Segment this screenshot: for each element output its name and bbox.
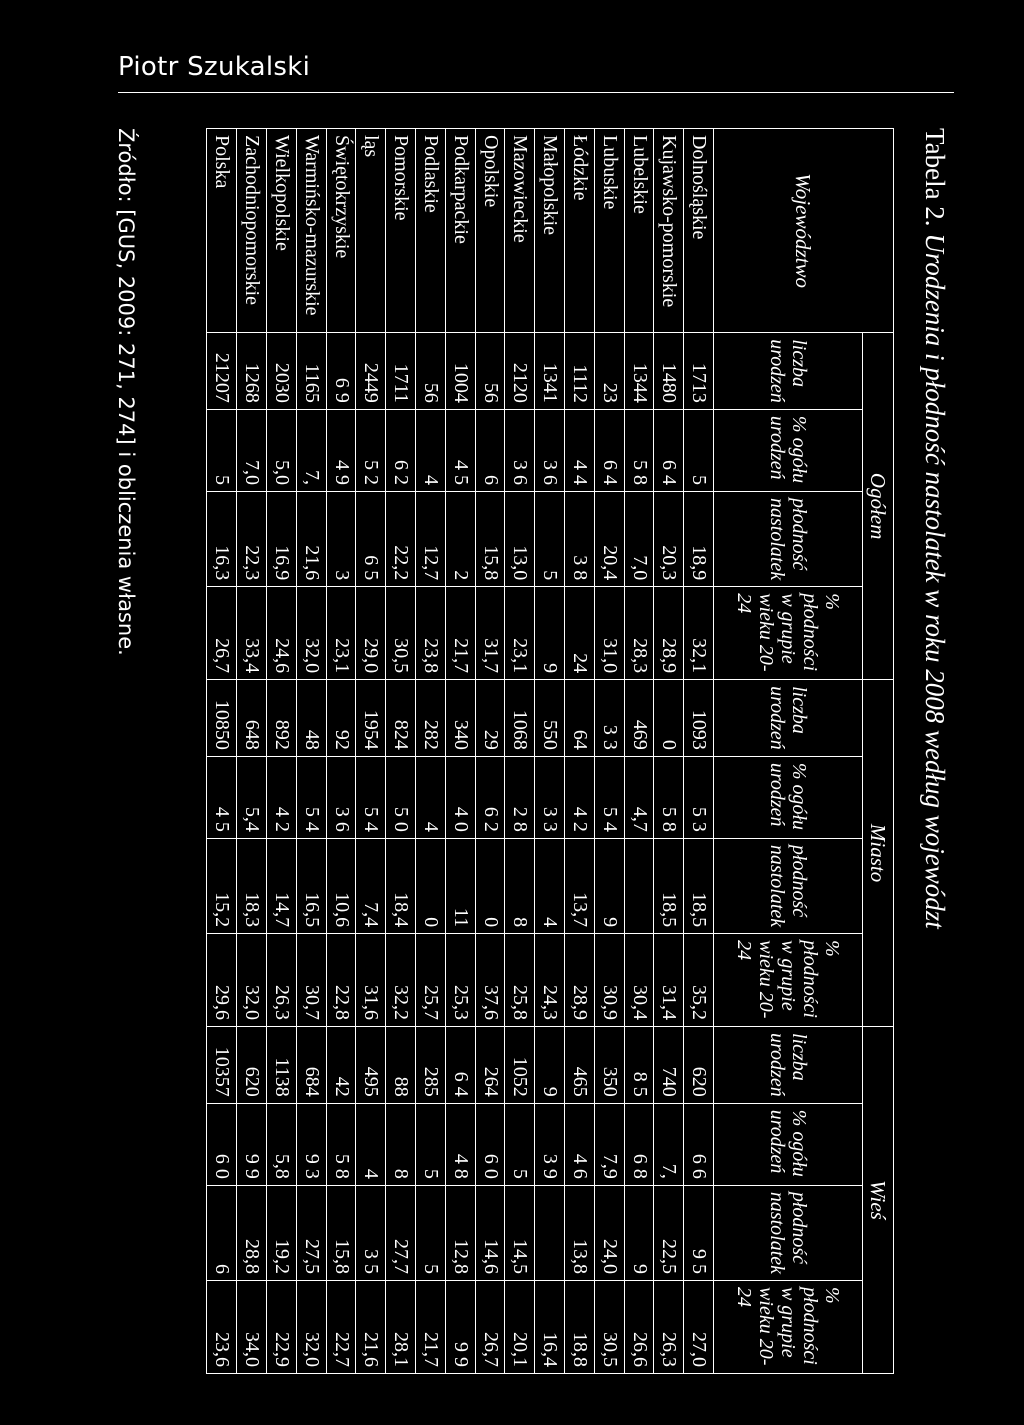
table-cell: 2120 (505, 333, 535, 410)
table-cell: 27,5 (296, 1185, 326, 1280)
table-cell (535, 1185, 565, 1280)
table-cell: 684 (296, 1027, 326, 1104)
table-cell: 2 (445, 492, 475, 587)
table-cell: 37,6 (475, 934, 505, 1027)
table-cell: 29,0 (356, 587, 386, 680)
table-cell: 4 2 (565, 756, 595, 838)
table-row (654, 129, 684, 1374)
region-name: Wielkopolskie (267, 129, 297, 333)
table-cell: 9 9 (237, 1103, 267, 1185)
table-cell: 21207 (207, 333, 237, 410)
table-cell: 8 (386, 1103, 416, 1185)
table-row (267, 129, 297, 1374)
region-name: Lubelskie (624, 129, 654, 333)
table-cell: 22,3 (237, 492, 267, 587)
column-subheader: płodność nastolatek (714, 1185, 863, 1280)
table-cell: 16,3 (207, 492, 237, 587)
table-title (910, 128, 950, 929)
table-cell: 469 (624, 680, 654, 757)
table-cell: 6 2 (386, 409, 416, 491)
table-cell: 620 (684, 1027, 714, 1104)
table-cell: 18,3 (237, 838, 267, 933)
table-cell: 3 6 (535, 409, 565, 491)
table-cell: 31,7 (475, 587, 505, 680)
region-name: Świętokrzyskie (326, 129, 356, 333)
births-table (206, 128, 894, 1374)
table-cell: 14,7 (267, 838, 297, 933)
table-cell: 29,6 (207, 934, 237, 1027)
table-cell: 6 6 (684, 1103, 714, 1185)
table-cell: 32,0 (296, 587, 326, 680)
table-cell: 0 (416, 838, 446, 933)
table-cell: 4 (535, 838, 565, 933)
table-cell: 550 (535, 680, 565, 757)
table-cell: 6 5 (356, 492, 386, 587)
table-cell: 15,8 (475, 492, 505, 587)
column-subheader: % ogółu urodzeń (714, 756, 863, 838)
table-cell: 9 (594, 838, 624, 933)
table-cell: 32,2 (386, 934, 416, 1027)
region-name: ląs (356, 129, 386, 333)
table-cell: 350 (594, 1027, 624, 1104)
table-cell: 4,7 (624, 756, 654, 838)
table-cell: 1093 (684, 680, 714, 757)
table-cell: 5,4 (237, 756, 267, 838)
region-name: Małopolskie (535, 129, 565, 333)
table-cell: 5 8 (326, 1103, 356, 1185)
table-cell: 3 6 (326, 756, 356, 838)
column-subheader: liczba urodzeń (714, 1027, 863, 1104)
table-cell: 340 (445, 680, 475, 757)
table-cell: 18,9 (684, 492, 714, 587)
table-row (416, 129, 446, 1374)
table-cell: 21,7 (416, 1281, 446, 1374)
table-cell: 1713 (684, 333, 714, 410)
table-cell: 15,2 (207, 838, 237, 933)
table-row (356, 129, 386, 1374)
table-cell: 5 8 (654, 756, 684, 838)
table-cell: 3 6 (505, 409, 535, 491)
table-cell: 6 4 (654, 409, 684, 491)
author-name: Piotr Szukalski (118, 52, 311, 82)
table-cell: 9 (624, 1185, 654, 1280)
table-cell: 23,1 (505, 587, 535, 680)
table-cell: 1112 (565, 333, 595, 410)
table-cell: 12,8 (445, 1185, 475, 1280)
table-cell: 10357 (207, 1027, 237, 1104)
table-cell: 7,0 (624, 492, 654, 587)
table-cell: 24 (565, 587, 595, 680)
table-cell: 8 5 (624, 1027, 654, 1104)
table-cell: 14,6 (475, 1185, 505, 1280)
table-cell: 892 (267, 680, 297, 757)
table-cell: 30,7 (296, 934, 326, 1027)
table-row (237, 129, 267, 1374)
table-cell: 10850 (207, 680, 237, 757)
region-name: Polska (207, 129, 237, 333)
table-cell: 620 (237, 1027, 267, 1104)
table-cell: 28,8 (237, 1185, 267, 1280)
table-row (624, 129, 654, 1374)
table-cell: 88 (386, 1027, 416, 1104)
table-cell: 18,5 (654, 838, 684, 933)
table-cell: 24,0 (594, 1185, 624, 1280)
table-cell: 1165 (296, 333, 326, 410)
table-cell: 25,8 (505, 934, 535, 1027)
table-cell: 1711 (386, 333, 416, 410)
table-cell: 3 9 (535, 1103, 565, 1185)
table-cell: 495 (356, 1027, 386, 1104)
table-cell: 6 2 (475, 756, 505, 838)
table-cell: 22,7 (326, 1281, 356, 1374)
table-cell: 648 (237, 680, 267, 757)
table-cell: 3 3 (535, 756, 565, 838)
table-cell: 0 (475, 838, 505, 933)
table-cell (624, 838, 654, 933)
group-header-row (863, 129, 894, 1374)
table-cell: 4 (356, 1103, 386, 1185)
table-cell: 64 (565, 680, 595, 757)
table-cell: 16,9 (267, 492, 297, 587)
table-cell: 28,9 (654, 587, 684, 680)
table-cell: 22,2 (386, 492, 416, 587)
table-cell: 24,3 (535, 934, 565, 1027)
table-cell: 56 (475, 333, 505, 410)
table-row (535, 129, 565, 1374)
table-cell: 9 3 (296, 1103, 326, 1185)
table-cell: 27,7 (386, 1185, 416, 1280)
table-cell: 5,0 (267, 409, 297, 491)
table-cell: 285 (416, 1027, 446, 1104)
table-cell: 5 (505, 1103, 535, 1185)
table-cell: 6 0 (207, 1103, 237, 1185)
table-cell: 31,6 (356, 934, 386, 1027)
column-subheader: % ogółu urodzeń (714, 409, 863, 491)
table-cell: 1004 (445, 333, 475, 410)
table-cell: 1954 (356, 680, 386, 757)
table-row (326, 129, 356, 1374)
region-name: Opolskie (475, 129, 505, 333)
region-name: Pomorskie (386, 129, 416, 333)
table-cell: 824 (386, 680, 416, 757)
table-cell: 22,9 (267, 1281, 297, 1374)
table-row (505, 129, 535, 1374)
table-cell: 5 (416, 1185, 446, 1280)
table-cell: 20,3 (654, 492, 684, 587)
table-cell: 6 (475, 409, 505, 491)
table-cell: 4 5 (207, 756, 237, 838)
table-cell: 31,0 (594, 587, 624, 680)
table-cell: 27,0 (684, 1281, 714, 1374)
table-cell: 5 0 (386, 756, 416, 838)
table-cell: 42 (326, 1027, 356, 1104)
table-cell: 28,3 (624, 587, 654, 680)
table-title-label: Tabela 2. (920, 128, 950, 227)
table-cell: 5 4 (594, 756, 624, 838)
region-name: Lubuskie (594, 129, 624, 333)
table-cell: 31,4 (654, 934, 684, 1027)
table-cell: 21,7 (445, 587, 475, 680)
table-row (207, 129, 237, 1374)
region-name: Kujawsko-pomorskie (654, 129, 684, 333)
table-cell: 6 (207, 1185, 237, 1280)
table-cell: 25,3 (445, 934, 475, 1027)
table-cell: 22,5 (654, 1185, 684, 1280)
table-cell: 740 (654, 1027, 684, 1104)
table-cell: 16,4 (535, 1281, 565, 1374)
table-cell: 2030 (267, 333, 297, 410)
table-cell: 23 (594, 333, 624, 410)
table-cell: 26,6 (624, 1281, 654, 1374)
table-cell: 35,2 (684, 934, 714, 1027)
column-subheader: liczba urodzeń (714, 680, 863, 757)
region-name: Zachodniopomorskie (237, 129, 267, 333)
region-name: Warmińsko-mazurskie (296, 129, 326, 333)
table-cell: 1138 (267, 1027, 297, 1104)
group-header: Wieś (863, 1027, 894, 1374)
region-name: Łódzkie (565, 129, 595, 333)
table-cell: 5 4 (296, 756, 326, 838)
region-name: Dolnośląskie (684, 129, 714, 333)
table-cell: 7,4 (356, 838, 386, 933)
region-column-header: Województwo (714, 129, 894, 333)
table-cell: 7,9 (594, 1103, 624, 1185)
table-cell: 1052 (505, 1027, 535, 1104)
table-cell: 9 (535, 587, 565, 680)
table-row (296, 129, 326, 1374)
table-cell: 24,6 (267, 587, 297, 680)
table-cell: 23,8 (416, 587, 446, 680)
table-cell: 4 4 (565, 409, 595, 491)
table-cell: 282 (416, 680, 446, 757)
table-cell: 30,9 (594, 934, 624, 1027)
table-cell: 92 (326, 680, 356, 757)
table-cell: 6 4 (594, 409, 624, 491)
table-row (386, 129, 416, 1374)
source-note: Źródło: [GUS, 2009: 271, 274] i obliczenia własne. (114, 128, 138, 656)
table-cell: 10,6 (326, 838, 356, 933)
table-cell: 0 (654, 680, 684, 757)
table-cell: 56 (416, 333, 446, 410)
table-cell: 30,5 (594, 1281, 624, 1374)
table-cell: 16,5 (296, 838, 326, 933)
table-cell: 26,7 (207, 587, 237, 680)
column-subheader: % ogółu urodzeń (714, 1103, 863, 1185)
table-cell: 2449 (356, 333, 386, 410)
table-cell: 13,7 (565, 838, 595, 933)
table-cell: 26,3 (654, 1281, 684, 1374)
table-cell: 22,8 (326, 934, 356, 1027)
table-cell: 1344 (624, 333, 654, 410)
rotated-page-content (110, 128, 950, 1374)
table-cell: 28,1 (386, 1281, 416, 1374)
table-cell: 18,4 (386, 838, 416, 933)
table-cell: 1480 (654, 333, 684, 410)
table-cell: 26,3 (267, 934, 297, 1027)
table-row (565, 129, 595, 1374)
table-cell: 5,8 (267, 1103, 297, 1185)
table-cell: 18,8 (565, 1281, 595, 1374)
table-row (684, 129, 714, 1374)
table-cell: 1341 (535, 333, 565, 410)
table-cell: 34,0 (237, 1281, 267, 1374)
table-cell: 32,0 (237, 934, 267, 1027)
table-cell: 23,1 (326, 587, 356, 680)
table-row (445, 129, 475, 1374)
column-subheader: % płodności w grupie wieku 20-24 (714, 1281, 863, 1374)
table-cell: 5 2 (356, 409, 386, 491)
table-cell: 4 0 (445, 756, 475, 838)
table-cell: 5 8 (624, 409, 654, 491)
table-cell: 9 9 (445, 1281, 475, 1374)
table-cell: 6 8 (624, 1103, 654, 1185)
table-cell: 32,0 (296, 1281, 326, 1374)
table-cell: 18,5 (684, 838, 714, 933)
table-cell: 48 (296, 680, 326, 757)
region-name: Podlaskie (416, 129, 446, 333)
table-cell: 20,4 (594, 492, 624, 587)
table-cell: 21,6 (296, 492, 326, 587)
table-cell: 4 5 (445, 409, 475, 491)
column-subheader: płodność nastolatek (714, 838, 863, 933)
table-cell: 3 8 (565, 492, 595, 587)
table-cell: 2 8 (505, 756, 535, 838)
table-cell: 5 (684, 409, 714, 491)
table-cell: 3 (326, 492, 356, 587)
table-cell: 14,5 (505, 1185, 535, 1280)
table-cell: 23,6 (207, 1281, 237, 1374)
table-cell: 25,7 (416, 934, 446, 1027)
table-cell: 3 5 (356, 1185, 386, 1280)
table-cell: 20,1 (505, 1281, 535, 1374)
table-cell: 5 4 (356, 756, 386, 838)
table-cell: 264 (475, 1027, 505, 1104)
table-cell: 5 (416, 1103, 446, 1185)
region-name: Mazowieckie (505, 129, 535, 333)
table-cell: 19,2 (267, 1185, 297, 1280)
table-cell: 30,5 (386, 587, 416, 680)
table-cell: 7,0 (237, 409, 267, 491)
group-header: Miasto (863, 680, 894, 1027)
table-cell: 4 9 (326, 409, 356, 491)
column-subheader: % płodności w grupie wieku 20-24 (714, 934, 863, 1027)
table-cell: 4 2 (267, 756, 297, 838)
table-cell: 9 5 (684, 1185, 714, 1280)
table-cell: 33,4 (237, 587, 267, 680)
table-cell: 30,4 (624, 934, 654, 1027)
table-cell: 26,7 (475, 1281, 505, 1374)
table-cell: 4 (416, 756, 446, 838)
table-cell: 7, (296, 409, 326, 491)
header-rule (118, 92, 954, 93)
table-cell: 4 (416, 409, 446, 491)
column-subheader: płodność nastolatek (714, 492, 863, 587)
table-cell: 6 0 (475, 1103, 505, 1185)
table-cell: 1268 (237, 333, 267, 410)
table-cell: 12,7 (416, 492, 446, 587)
column-subheader: liczba urodzeń (714, 333, 863, 410)
table-title-text: Urodzenia i płodność nastolatek w roku 2008 według województ (920, 233, 950, 929)
table-cell: 6 4 (445, 1027, 475, 1104)
table-cell: 1068 (505, 680, 535, 757)
table-row (475, 129, 505, 1374)
table-cell: 6 9 (326, 333, 356, 410)
region-name: Podkarpackie (445, 129, 475, 333)
table-cell: 21,6 (356, 1281, 386, 1374)
table-cell: 15,8 (326, 1185, 356, 1280)
table-cell: 7, (654, 1103, 684, 1185)
group-header: Ogółem (863, 333, 894, 680)
table-cell: 11 (445, 838, 475, 933)
table-cell: 32,1 (684, 587, 714, 680)
table-cell: 4 6 (565, 1103, 595, 1185)
table-cell: 13,0 (505, 492, 535, 587)
table-cell: 29 (475, 680, 505, 757)
column-subheader: % płodności w grupie wieku 20-24 (714, 587, 863, 680)
table-cell: 465 (565, 1027, 595, 1104)
table-cell: 9 (535, 1027, 565, 1104)
table-cell: 3 3 (594, 680, 624, 757)
table-cell: 5 3 (684, 756, 714, 838)
table-row (594, 129, 624, 1374)
table-cell: 28,9 (565, 934, 595, 1027)
table-cell: 5 (535, 492, 565, 587)
table-cell: 13,8 (565, 1185, 595, 1280)
table-cell: 5 (207, 409, 237, 491)
table-cell: 8 (505, 838, 535, 933)
table-cell: 4 8 (445, 1103, 475, 1185)
